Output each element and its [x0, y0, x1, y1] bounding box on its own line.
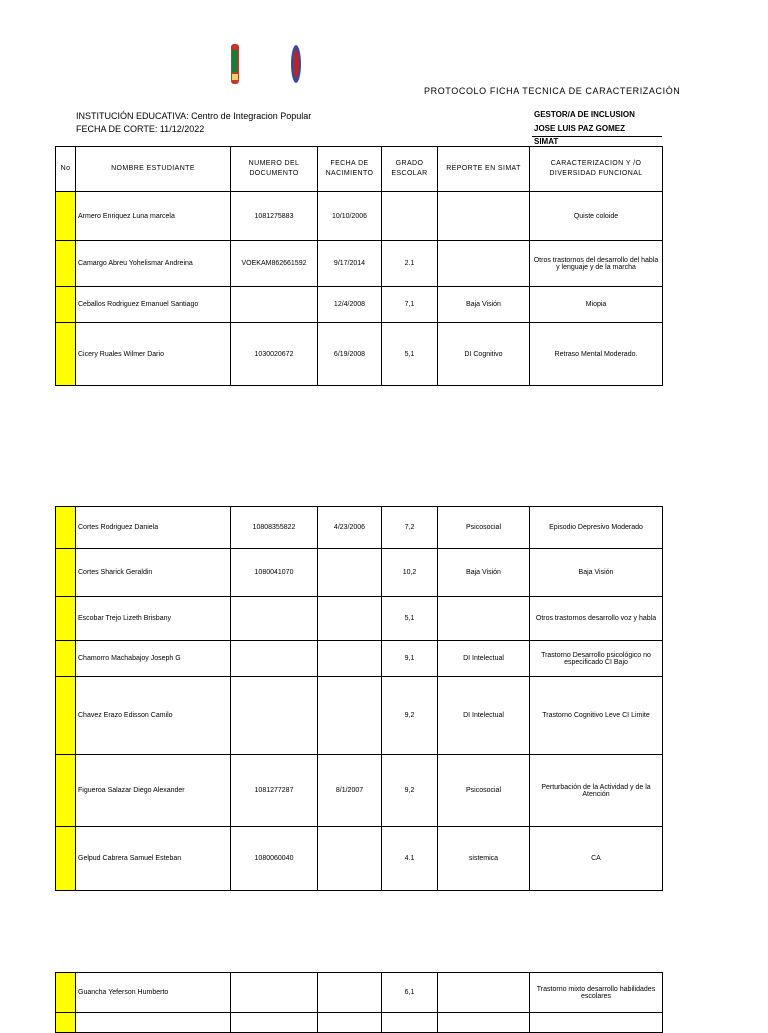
student-name: Cicery Ruales Wilmer Dario	[76, 323, 231, 386]
birth-date	[318, 549, 382, 597]
birth-date: 9/17/2014	[318, 241, 382, 287]
grade	[382, 192, 438, 241]
document-number	[231, 973, 318, 1013]
simat-report: DI Cognitivo	[438, 323, 530, 386]
row-marker	[56, 641, 76, 677]
simat-report: Psicosocial	[438, 507, 530, 549]
cut-date-line: FECHA DE CORTE: 11/12/2022	[76, 124, 205, 134]
row-marker	[56, 755, 76, 827]
table-row	[56, 827, 663, 891]
header-no: No	[56, 147, 76, 192]
table-row	[56, 549, 663, 597]
birth-date	[318, 677, 382, 755]
birth-date	[318, 641, 382, 677]
student-name: Cortes Sharick Geraldin	[76, 549, 231, 597]
institution-logo-right	[290, 44, 302, 84]
simat-report	[438, 973, 530, 1013]
characterization: Baja Visión	[530, 549, 663, 597]
document-number: 1030020672	[231, 323, 318, 386]
document-number: 1080060040	[231, 827, 318, 891]
institution-line: INSTITUCIÓN EDUCATIVA: Centro de Integracion Popular	[76, 111, 312, 121]
row-marker	[56, 549, 76, 597]
simat-report: Baja Visión	[438, 549, 530, 597]
row-marker	[56, 1013, 76, 1033]
table-header-row	[56, 147, 663, 192]
simat-report	[438, 597, 530, 641]
grade: 9,1	[382, 641, 438, 677]
gestor-name: JOSE LUIS PAZ GOMEZ	[534, 124, 625, 133]
student-name: Chamorro Machabajoy Joseph G	[76, 641, 231, 677]
gestor-sub: SIMAT	[534, 137, 559, 146]
document-number	[231, 677, 318, 755]
birth-date	[318, 827, 382, 891]
grade: 10,2	[382, 549, 438, 597]
grade: 2.1	[382, 241, 438, 287]
birth-date: 6/19/2008	[318, 323, 382, 386]
document-number	[231, 597, 318, 641]
characterization: Trastorno Desarrollo psicológico no especificado CI Bajo	[530, 641, 663, 677]
document-number	[231, 287, 318, 323]
grade: 5,1	[382, 597, 438, 641]
grade: 9,2	[382, 677, 438, 755]
student-name: Figueroa Salazar Diego Alexander	[76, 755, 231, 827]
header-birth: FECHA DE NACIMIENTO	[318, 147, 382, 192]
table-row	[56, 192, 663, 241]
grade: 4.1	[382, 827, 438, 891]
document-number: VOEKAM862661592	[231, 241, 318, 287]
table-row	[56, 597, 663, 641]
simat-report	[438, 241, 530, 287]
header-grade: GRADO ESCOLAR	[382, 147, 438, 192]
simat-report	[438, 192, 530, 241]
characterization: CA	[530, 827, 663, 891]
students-table-1	[55, 146, 663, 386]
grade: 6,1	[382, 973, 438, 1013]
table-row	[56, 755, 663, 827]
document-number	[231, 641, 318, 677]
simat-report: DI Intelectual	[438, 641, 530, 677]
student-name: Ceballos Rodriguez Emanuel Santiago	[76, 287, 231, 323]
row-marker	[56, 287, 76, 323]
institution-logo-left	[229, 44, 241, 84]
student-name: Escobar Trejo Lizeth Brisbany	[76, 597, 231, 641]
birth-date: 12/4/2008	[318, 287, 382, 323]
birth-date	[318, 973, 382, 1013]
header-name: NOMBRE ESTUDIANTE	[76, 147, 231, 192]
student-name: Cortes Rodriguez Daniela	[76, 507, 231, 549]
document-number: 1081277287	[231, 755, 318, 827]
table-row	[56, 1013, 663, 1033]
row-marker	[56, 241, 76, 287]
document-number: 1081275883	[231, 192, 318, 241]
table-row	[56, 641, 663, 677]
students-table-2	[55, 506, 663, 891]
page-title: PROTOCOLO FICHA TECNICA DE CARACTERIZACIÓN	[424, 86, 681, 96]
student-name: Chavez Erazo Edisson Camilo	[76, 677, 231, 755]
table-row	[56, 507, 663, 549]
characterization: Quiste coloide	[530, 192, 663, 241]
simat-report: sistemica	[438, 827, 530, 891]
row-marker	[56, 192, 76, 241]
header-document: NUMERO DEL DOCUMENTO	[231, 147, 318, 192]
characterization: Trastorno mixto desarrollo habilidades escolares	[530, 973, 663, 1013]
birth-date: 8/1/2007	[318, 755, 382, 827]
table-row	[56, 287, 663, 323]
row-marker	[56, 973, 76, 1013]
characterization: Episodio Depresivo Moderado	[530, 507, 663, 549]
characterization: Perturbación de la Actividad y de la Atención	[530, 755, 663, 827]
grade: 7,1	[382, 287, 438, 323]
row-marker	[56, 677, 76, 755]
table-row	[56, 323, 663, 386]
grade: 9,2	[382, 755, 438, 827]
characterization: Otros trastornos desarrollo voz y habla	[530, 597, 663, 641]
simat-report: Baja Visión	[438, 287, 530, 323]
characterization: Retraso Mental Moderado.	[530, 323, 663, 386]
student-name: Camargo Abreu Yohelismar Andreina	[76, 241, 231, 287]
student-name: Gelpud Cabrera Samuel Esteban	[76, 827, 231, 891]
row-marker	[56, 323, 76, 386]
header-characterization: CARACTERIZACION Y /O DIVERSIDAD FUNCIONAL	[530, 147, 663, 192]
birth-date: 10/10/2006	[318, 192, 382, 241]
birth-date	[318, 597, 382, 641]
student-name: Armero Enriquez Luna marcela	[76, 192, 231, 241]
characterization: Otros trastornos del desarrollo del habla y lenguaje y de la marcha	[530, 241, 663, 287]
characterization: Miopia	[530, 287, 663, 323]
simat-report: Psicosocial	[438, 755, 530, 827]
row-marker	[56, 827, 76, 891]
document-number: 1080041070	[231, 549, 318, 597]
student-name: Guancha Yeferson Humberto	[76, 973, 231, 1013]
characterization: Trastorno Cognitivo Leve CI Limite	[530, 677, 663, 755]
simat-report: DI Intelectual	[438, 677, 530, 755]
table-row	[56, 241, 663, 287]
document-number: 10808355822	[231, 507, 318, 549]
grade: 7,2	[382, 507, 438, 549]
header-simat: REPORTE EN SIMAT	[438, 147, 530, 192]
table-row	[56, 973, 663, 1013]
birth-date: 4/23/2006	[318, 507, 382, 549]
grade: 5,1	[382, 323, 438, 386]
table-row	[56, 677, 663, 755]
gestor-label: GESTOR/A DE INCLUSION	[534, 110, 635, 119]
row-marker	[56, 507, 76, 549]
row-marker	[56, 597, 76, 641]
